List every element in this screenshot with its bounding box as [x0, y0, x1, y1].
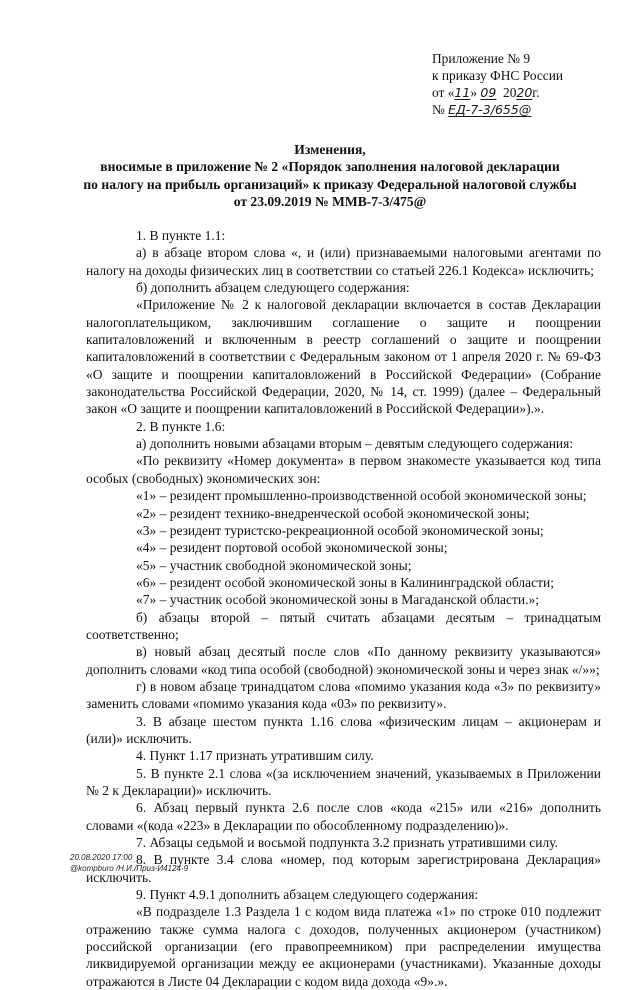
paragraph: г) в новом абзаце тринадцатом слова «помимо указания кода «3» по реквизиту» заменить словами «помимо указания кода «03» по реквизиту».: [86, 678, 601, 712]
paragraph: а) дополнить новыми абзацами вторым – девятым следующего содержания:: [135, 436, 574, 452]
paragraph: б) абзацы второй – пятый считать абзацами десятым – тринадцатым соответственно;: [86, 609, 601, 642]
attachment-order-ref: к приказу ФНС России: [432, 68, 564, 83]
paragraph: «2» – резидент технико-внедренческой особой экономической зоны;: [135, 505, 530, 521]
footer-timestamp: 20.08.2020 17:00: [70, 853, 133, 862]
document-body: [86, 227, 601, 990]
paragraph: «4» – резидент портовой особой экономической зоны;: [135, 540, 448, 556]
attachment-number-value: ЕД-7-3/655@: [448, 102, 532, 117]
paragraph: «7» – участник особой экономической зоны в Магаданской области.»;: [135, 592, 540, 608]
paragraph: 5. В пункте 2.1 слова «(за исключением значений, указываемых в Приложении № 2 к Декларации)» исключить.: [86, 765, 601, 798]
paragraph: 4. Пункт 1.17 признать утратившим силу.: [135, 748, 374, 764]
footer-file-ref: @kompburo /Н.И./Приз-И4124-9: [70, 864, 189, 873]
attachment-block: [432, 50, 632, 118]
paragraph: «6» – резидент особой экономической зоны в Калининградской области;: [135, 574, 555, 590]
attachment-year: 20: [516, 85, 533, 100]
paragraph: 6. Абзац первый пункта 2.6 после слов «кода «215» или «216» дополнить словами «(кода «223» в Декларации по обособленному подразделению)».: [86, 800, 601, 833]
title-line-3: по налогу на прибыль организаций» к приказу Федеральной налоговой службы: [83, 176, 577, 192]
paragraph: «В подразделе 1.3 Раздела 1 с кодом вида платежа «1» по строке 010 подлежит отражению также сумма налога с доходов, полученных акционером (участником) российской организации (его правопреемником) при распределении имущества ликвидируемой организации между ее акционерами (участниками). Указанные доходы отражаются в Листе 04 Декларации с кодом вида дохода «9».».: [86, 904, 601, 989]
paragraph: 1. В пункте 1.1:: [135, 228, 226, 243]
document-footer: [70, 852, 188, 874]
paragraph: «Приложение № 2 к налоговой декларации включается в состав Декларации налогоплательщиком, заключившим соглашение о защите и поощрении капиталовложений и включенным в реестр соглашений о защите и поощрении капиталовложений в соответствии с Федеральным законом от 1 апреля 2020 г. № 69-ФЗ «О защите и поощрении капиталовложений в Российской Федерации» (Собрание законодательства Российской Федерации, 2020, № 14, ст. 1999) (далее – Федеральный закон «О защите и поощрении капиталовложений в Российской Федерации»).».: [86, 297, 601, 417]
paragraph: 3. В абзаце шестом пункта 1.16 слова «физическим лицам – акционерам и (или)» исключить.: [86, 713, 601, 746]
document-title: [60, 141, 600, 210]
paragraph: «3» – резидент туристско-рекреационной особой экономической зоны;: [135, 522, 544, 538]
paragraph: «1» – резидент промышленно-производственной особой экономической зоны;: [135, 488, 587, 504]
paragraph: 9. Пункт 4.9.1 дополнить абзацем следующего содержания:: [135, 887, 479, 903]
title-line-2: вносимые в приложение № 2 «Порядок заполнения налоговой декларации: [100, 159, 560, 175]
attachment-month: 09: [480, 85, 497, 100]
attachment-number: № ЕД-7-3/655@: [432, 102, 532, 117]
attachment-day: 11: [454, 85, 471, 100]
paragraph: 8. В пункте 3.4 слова «номер, под которым зарегистрирована Декларация» исключить.: [86, 852, 601, 885]
paragraph: «По реквизиту «Номер документа» в первом знакоместе указывается код типа особых (свободных) экономических зон:: [86, 453, 601, 486]
title-line-1: Изменения,: [294, 142, 366, 157]
attachment-date: от «11» 09 2020г.: [432, 85, 540, 100]
paragraph: а) в абзаце втором слова «, и (или) признаваемыми налоговыми агентами по налогу на доходы физических лиц в соответствии со статьей 226.1 Кодекса» исключить;: [86, 245, 601, 278]
paragraph: б) дополнить абзацем следующего содержания:: [135, 280, 410, 296]
paragraph: 2. В пункте 1.6:: [135, 418, 226, 434]
paragraph: в) новый абзац десятый после слов «По данному реквизиту указываются» дополнить словами «код типа особой (свободной) экономической зоны и через знак «/»»;: [86, 644, 601, 677]
paragraph: 7. Абзацы седьмой и восьмой подпункта 3.2 признать утратившими силу.: [135, 835, 559, 851]
paragraph: «5» – участник свободной экономической зоны;: [135, 557, 412, 573]
title-line-4: от 23.09.2019 № ММВ-7-3/475@: [233, 193, 427, 209]
attachment-title: Приложение № 9: [432, 51, 531, 66]
